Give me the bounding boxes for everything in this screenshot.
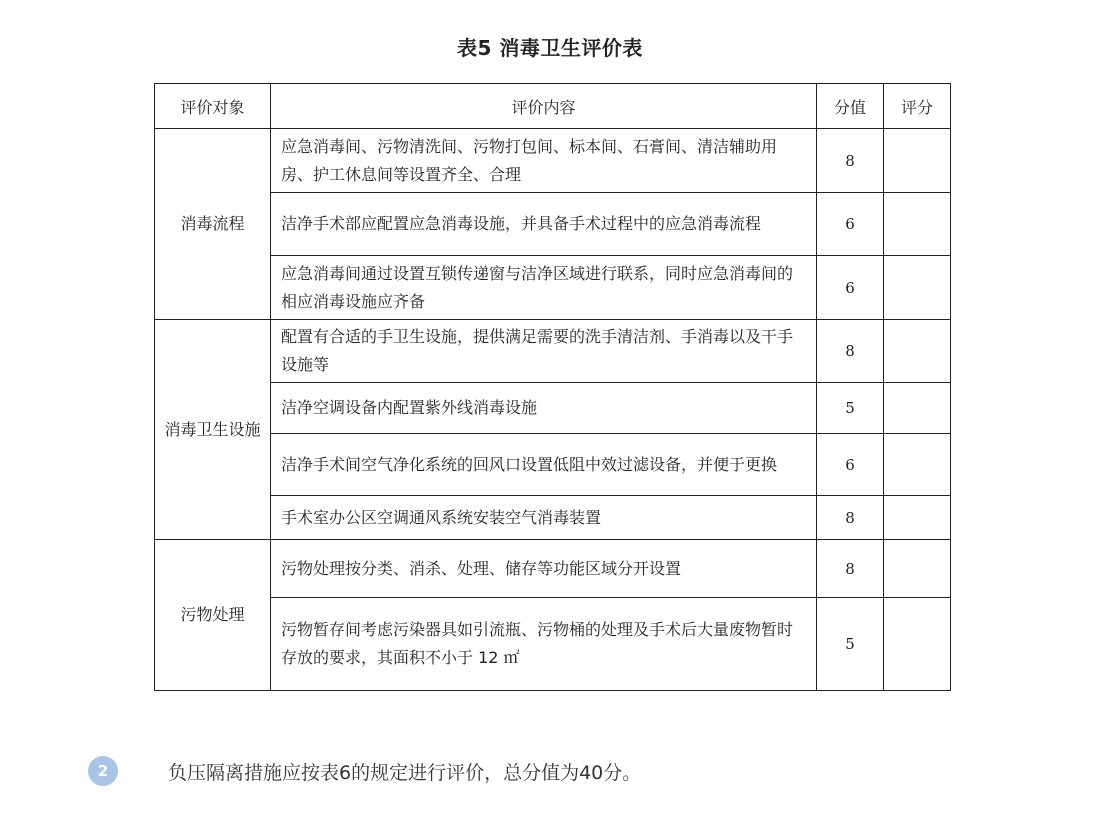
header-content: 评价内容 <box>271 84 817 129</box>
content-cell: 应急消毒间、污物清洗间、污物打包间、标本间、石膏间、清洁辅助用房、护工休息间等设置齐全、合理 <box>271 129 817 193</box>
score-cell: 6 <box>817 434 884 496</box>
rating-cell <box>884 540 951 598</box>
rating-cell <box>884 320 951 383</box>
table-row <box>155 193 951 256</box>
score-cell: 5 <box>817 383 884 434</box>
table-row <box>155 434 951 496</box>
score-cell: 6 <box>817 256 884 320</box>
content-cell: 手术室办公区空调通风系统安装空气消毒装置 <box>271 496 817 540</box>
score-cell: 8 <box>817 129 884 193</box>
note-text: 负压隔离措施应按表6的规定进行评价，总分值为40分。 <box>168 761 642 784</box>
object-cell: 污物处理 <box>155 540 271 691</box>
table-row <box>155 320 951 383</box>
content-cell: 洁净空调设备内配置紫外线消毒设施 <box>271 383 817 434</box>
header-rating: 评分 <box>884 84 951 129</box>
content-cell: 配置有合适的手卫生设施，提供满足需要的洗手清洁剂、手消毒以及干手设施等 <box>271 320 817 383</box>
score-cell: 8 <box>817 320 884 383</box>
evaluation-table <box>154 83 951 691</box>
rating-cell <box>884 383 951 434</box>
rating-cell <box>884 598 951 691</box>
table-title: 表5 消毒卫生评价表 <box>457 36 643 60</box>
score-cell: 8 <box>817 496 884 540</box>
object-cell: 消毒流程 <box>155 129 271 320</box>
content-cell: 洁净手术间空气净化系统的回风口设置低阻中效过滤设备，并便于更换 <box>271 434 817 496</box>
rating-cell <box>884 496 951 540</box>
score-cell: 8 <box>817 540 884 598</box>
rating-cell <box>884 193 951 256</box>
step-number-badge: 2 <box>88 756 118 786</box>
table-row <box>155 496 951 540</box>
rating-cell <box>884 256 951 320</box>
rating-cell <box>884 129 951 193</box>
table-row <box>155 540 951 598</box>
content-cell: 污物处理按分类、消杀、处理、储存等功能区域分开设置 <box>271 540 817 598</box>
header-row <box>155 84 951 129</box>
score-cell: 5 <box>817 598 884 691</box>
content-cell: 污物暂存间考虑污染器具如引流瓶、污物桶的处理及手术后大量废物暂时存放的要求，其面积不小于 12 ㎡ <box>271 598 817 691</box>
object-cell: 消毒卫生设施 <box>155 320 271 540</box>
header-score: 分值 <box>817 84 884 129</box>
table-row <box>155 383 951 434</box>
content-cell: 洁净手术部应配置应急消毒设施，并具备手术过程中的应急消毒流程 <box>271 193 817 256</box>
content-cell: 应急消毒间通过设置互锁传递窗与洁净区域进行联系，同时应急消毒间的相应消毒设施应齐备 <box>271 256 817 320</box>
table-row <box>155 129 951 193</box>
note-paragraph <box>88 754 642 788</box>
rating-cell <box>884 434 951 496</box>
score-cell: 6 <box>817 193 884 256</box>
header-object: 评价对象 <box>155 84 271 129</box>
table-row <box>155 256 951 320</box>
table-row <box>155 598 951 691</box>
